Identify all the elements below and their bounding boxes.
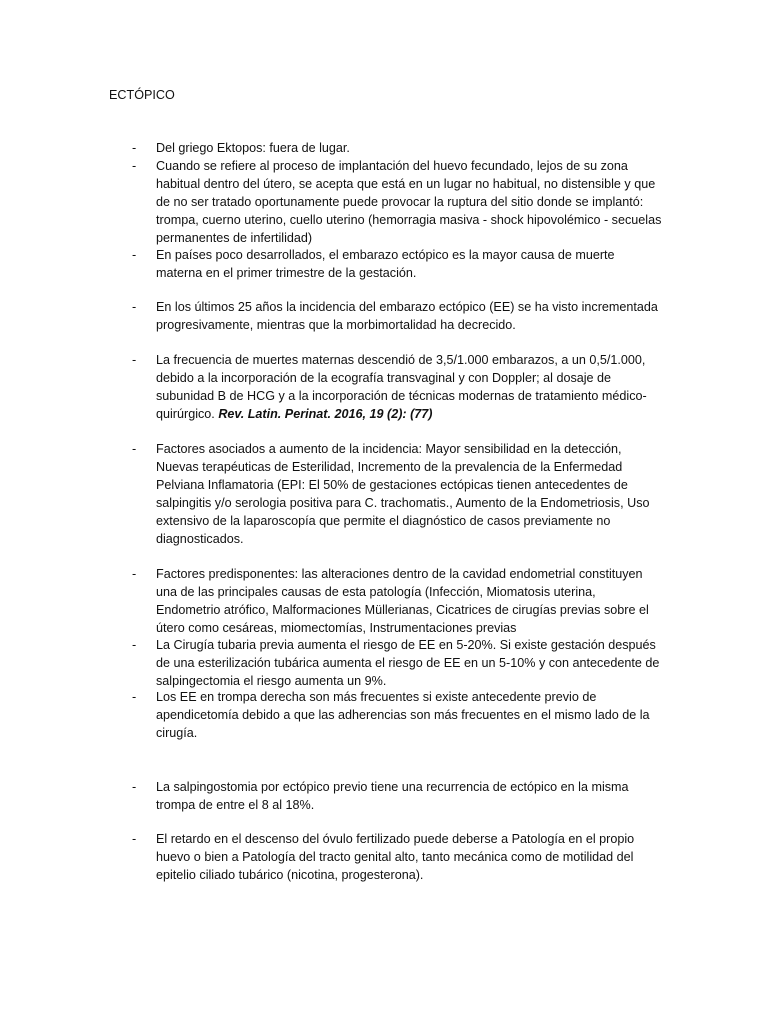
list-item: [132, 636, 662, 690]
list-item: [132, 565, 662, 637]
bullet-dash: -: [132, 353, 137, 367]
bullet-dash: -: [132, 780, 137, 794]
bullet-dash: -: [132, 159, 137, 173]
list-item: [132, 778, 662, 814]
bullet-dash: -: [132, 300, 137, 314]
bullet-dash: -: [132, 690, 137, 704]
bullet-dash: -: [132, 832, 137, 846]
list-item: [132, 688, 662, 742]
list-item: [132, 246, 662, 282]
bullet-dash: -: [132, 442, 137, 456]
list-item-text: La Cirugía tubaria previa aumenta el riesgo de EE en 5-20%. Si existe gestación después de una esterilización tubárica aumenta el riesgo de EE en un 5-10% y con antecedente de salpingectomia el riesgo aumenta un 9%.: [156, 638, 660, 689]
bullet-dash: -: [132, 248, 137, 262]
list-item-text: Los EE en trompa derecha son más frecuentes si existe antecedente previo de apendicetomía debido a que las adherencias son más frecuentes en el mismo lado de la cirugía.: [156, 690, 650, 741]
list-item-text: Factores predisponentes: las alteraciones dentro de la cavidad endometrial constituyen una de las principales causas de esta patología (Infección, Miomatosis uterina, Endometrio atrófico, Malformaciones Müllerianas, Cicatrices de cirugías previas sobre el útero como cesáreas, miomectomías, Instrumentaciones previas: [156, 567, 649, 636]
list-item-text: Factores asociados a aumento de la incidencia: Mayor sensibilidad en la detección, Nuevas terapéuticas de Esterilidad, Incremento de la prevalencia de la Enfermedad Pelviana Inflamatoria (EPI: El 50% de gestaciones ectópicas tienen antecedentes de salpingitis y/o serologia positiva para C. trachomatis., Aumento de la Endometriosis, Uso extensivo de la laparoscopía que permite el diagnóstico de casos previamente no diagnosticados.: [156, 442, 650, 547]
list-item: [132, 139, 662, 157]
bullet-dash: -: [132, 638, 137, 652]
list-item-text: [156, 351, 662, 423]
list-item-text: Del griego Ektopos: fuera de lugar.: [156, 141, 350, 155]
list-item-text: El retardo en el descenso del óvulo fertilizado puede deberse a Patología en el propio huevo o bien a Patología del tracto genital alto, tanto mecánica como de motilidad del epitelio ciliado tubárico (nicotina, progesterona).: [156, 832, 635, 883]
list-item: [132, 440, 662, 549]
paragraph-text: La frecuencia de muertes maternas descendió de 3,5/1.000 embarazos, a un 0,5/1.000, debido a la incorporación de la ecografía transvaginal y con Doppler; al dosaje de subunidad B de HCG y a la incorporación de técnicas modernas de tratamiento médico-quirúrgico.: [156, 353, 647, 422]
list-item: [132, 830, 662, 884]
page-title: ECTÓPICO: [109, 88, 175, 102]
bullet-dash: -: [132, 141, 137, 155]
list-item-text: En países poco desarrollados, el embarazo ectópico es la mayor causa de muerte materna en el primer trimestre de la gestación.: [156, 248, 615, 281]
citation: Rev. Latin. Perinat. 2016, 19 (2): (77): [218, 407, 433, 422]
list-item-text: En los últimos 25 años la incidencia del embarazo ectópico (EE) se ha visto incrementada progresivamente, mientras que la morbimortalidad ha decrecido.: [156, 300, 658, 333]
list-item: [132, 157, 662, 247]
bullet-dash: -: [132, 567, 137, 581]
list-item-text: La salpingostomia por ectópico previo tiene una recurrencia de ectópico en la misma trompa de entre el 8 al 18%.: [156, 780, 629, 813]
list-item-text: Cuando se refiere al proceso de implantación del huevo fecundado, lejos de su zona habitual dentro del útero, se acepta que está en un lugar no habitual, no distensible y que de no ser tratado oportunamente puede provocar la ruptura del sitio donde se implantó: trompa, cuerno uterino, cuello uterino (hemorragia masiva - shock hipovolémico - secuelas permanentes de infertilidad): [156, 159, 662, 246]
list-item: [132, 351, 662, 423]
list-item: [132, 298, 662, 334]
